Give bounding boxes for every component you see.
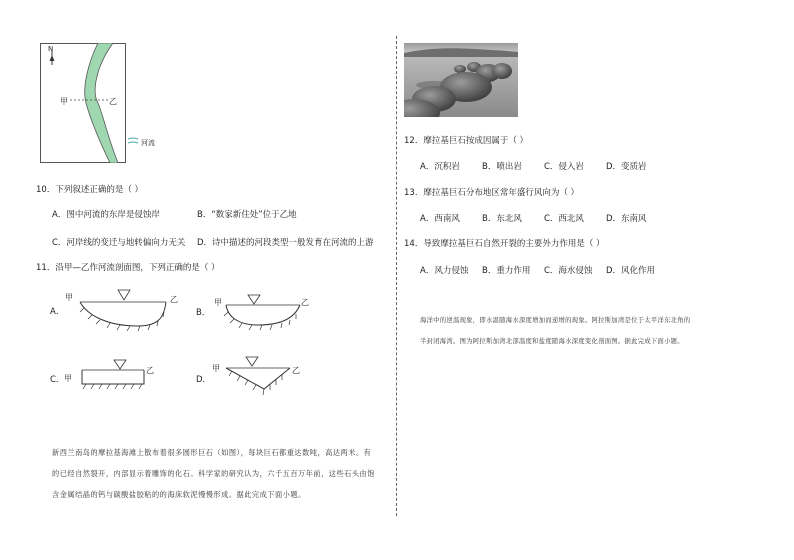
q11-profile-a [78,288,170,338]
passage-left [52,442,387,505]
q10-option-a[interactable]: A．图中河流的东岸是侵蚀岸 [52,210,160,220]
q10-option-c[interactable]: C．河岸线的变迁与地转偏向力无关 [52,238,186,248]
legend-label-river: 河流 [141,139,155,147]
q11-option-b-left: 甲 [214,298,222,307]
q13-option-c[interactable]: C．西北风 [544,214,584,224]
q11-option-c-left: 甲 [64,374,72,383]
q10-option-b[interactable]: B．“数家新住处”位于乙地 [197,210,297,220]
q14-option-a[interactable]: A．风力侵蚀 [420,266,469,276]
water-level-icon [246,357,258,366]
map-label-jia: 甲 [60,97,68,106]
q14-option-b[interactable]: B．重力作用 [482,266,531,276]
passage-right-line-1: 海洋中的逆温现象，即水温随海水深度增加而递增的现象。阿拉斯加湾是位于太平洋东北角的 [420,317,691,324]
q12-stem: 12．摩拉基巨石按成因属于（ ） [404,136,529,146]
q13-stem: 13．摩拉基巨石分布地区常年盛行风向为（ ） [404,188,580,198]
north-arrowhead-icon [50,55,55,61]
q11-option-c-letter: C． [50,375,65,385]
north-label: N [48,45,54,53]
q13-option-d[interactable]: D．东南风 [606,214,647,224]
q14-option-d[interactable]: D．风化作用 [606,266,656,276]
q11-option-b-letter: B． [196,308,211,318]
q13-option-b[interactable]: B．东北风 [482,214,522,224]
q11-option-a-left: 甲 [65,293,73,302]
q11-option-c-right: 乙 [146,366,154,375]
passage-left-line-3: 含金属结晶的钙与碳酸盐胶粘的的海床软泥慢慢形成。据此完成下面小题。 [52,490,306,499]
water-level-icon [118,290,130,300]
passage-left-line-2: 的已经自然裂开，内部显示着雕饰的化石。科学家的研究认为，六千五百万年前，这些石头由饱 [52,469,375,478]
q10-option-d[interactable]: D．诗中描述的河段类型一般发育在河流的上游 [197,238,374,248]
q11-profile-d [224,355,292,401]
boulders-image [404,43,518,117]
q12-option-d[interactable]: D．变质岩 [606,162,647,172]
passage-right [420,310,760,352]
q12-option-b[interactable]: B．喷出岩 [482,162,522,172]
q11-profile-c [78,358,148,398]
water-level-icon [248,295,260,304]
passage-right-line-2: 半封闭海湾。图为阿拉斯加湾北部温度和盐度随海水深度变化剖面图。据此完成下面小题。 [420,338,684,345]
q10-stem: 10．下列叙述正确的是（ ） [36,185,144,195]
column-divider [396,36,397,516]
q12-option-c[interactable]: C．侵入岩 [544,162,584,172]
q11-option-d-right: 乙 [292,366,300,375]
passage-left-line-1: 新西兰南岛的摩拉基海滩上散布着很多圆形巨石（如图），每块巨石都重达数吨，高达两米。有 [52,448,372,457]
water-level-icon [114,360,126,369]
river-map-figure [40,43,164,163]
map-label-yi: 乙 [109,97,117,106]
q11-option-d-letter: D． [196,375,212,385]
q12-option-a[interactable]: A．沉积岩 [420,162,460,172]
q14-stem: 14．导致摩拉基巨石自然开裂的主要外力作用是（ ） [404,239,605,249]
q11-option-d[interactable] [196,355,326,401]
q11-option-a[interactable] [50,288,190,338]
river-legend-icon [128,138,138,139]
q11-option-c[interactable] [50,358,190,398]
q11-option-d-left: 甲 [212,364,220,373]
q11-option-a-letter: A． [50,307,65,317]
q13-option-a[interactable]: A．西南风 [420,214,460,224]
q14-option-c[interactable]: C．海水侵蚀 [544,266,593,276]
q11-option-a-right: 乙 [170,295,178,304]
q11-stem: 11．沿甲—乙作河流剖面图，下列正确的是（ ） [36,263,220,273]
q11-option-b-right: 乙 [301,298,309,307]
moeraki-boulders-photo [404,43,518,117]
q11-profile-b [224,293,302,339]
q11-option-b[interactable] [196,293,326,339]
